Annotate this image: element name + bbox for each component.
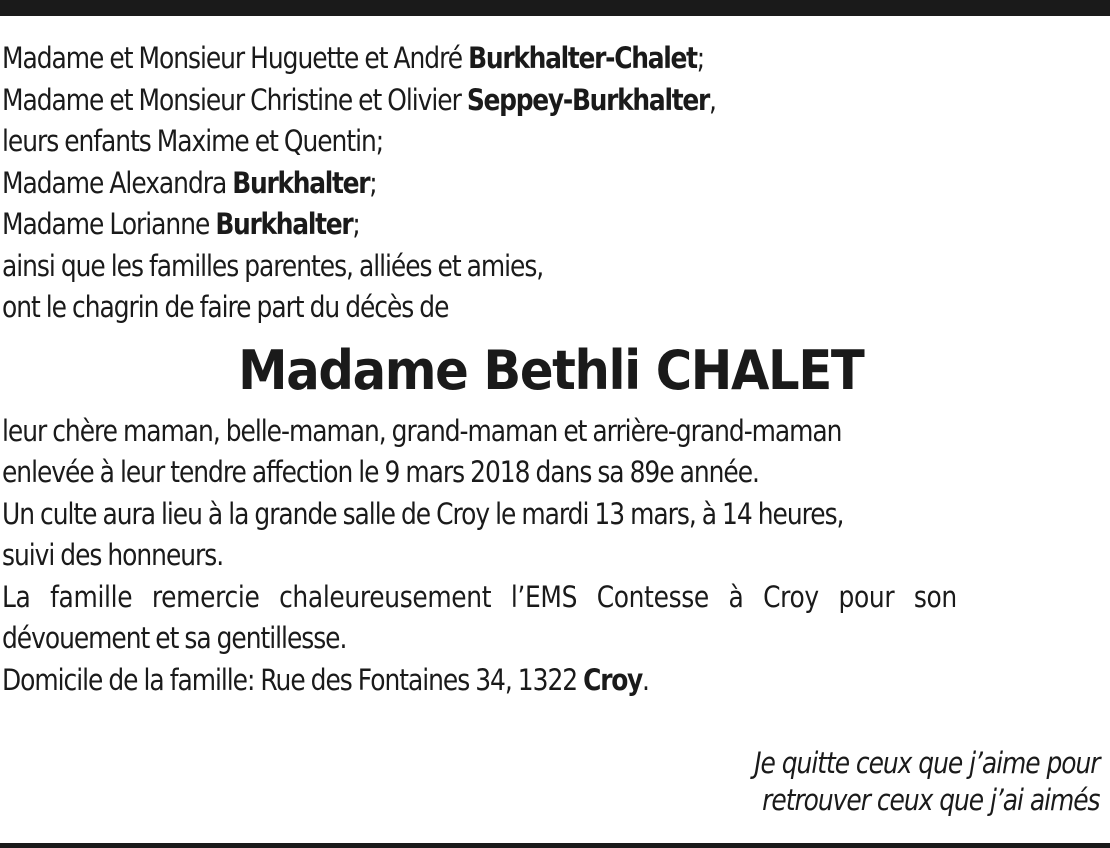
family-line-2 xyxy=(2,80,946,122)
place-name: Croy xyxy=(583,662,643,697)
closing-quote xyxy=(698,745,1100,819)
body-line-6: dévouement et sa gentillesse. xyxy=(2,621,347,655)
family-line-5 xyxy=(2,204,946,246)
deceased-name: Madame Bethli CHALET xyxy=(238,338,864,402)
punctuation: , xyxy=(708,82,716,117)
text: Madame et Monsieur Huguette et André xyxy=(2,41,469,75)
bottom-rule xyxy=(0,843,1110,848)
punctuation: ; xyxy=(369,165,377,200)
text: Madame et Monsieur Christine et Olivier xyxy=(2,82,467,117)
top-rule xyxy=(0,0,1110,16)
body-line-1: leur chère maman, belle-maman, grand-maman et arrière-grand-maman xyxy=(2,413,842,448)
text: Domicile de la famille: Rue des Fontaines 34, 1322 xyxy=(2,662,584,697)
punctuation: ; xyxy=(696,41,705,75)
punctuation: ; xyxy=(352,207,360,241)
family-line-6: ainsi que les familles parentes, alliées et amies, xyxy=(2,248,544,283)
family-line-4 xyxy=(2,163,946,205)
family-line-1 xyxy=(2,38,946,80)
family-name: Burkhalter xyxy=(215,207,353,241)
family-line-7: ont le chagrin de faire part du décès de xyxy=(2,290,449,324)
family-name: Burkhalter xyxy=(232,165,370,200)
punctuation: . xyxy=(642,662,649,697)
family-name: Seppey-Burkhalter xyxy=(466,82,709,117)
body-line-2: enlevée à leur tendre affection le 9 mars 2018 dans sa 89e année. xyxy=(2,455,759,489)
quote-line-2: retrouver ceux que j’ai aimés xyxy=(762,783,1100,817)
body-line-3: Un culte aura lieu à la grande salle de Croy le mardi 13 mars, à 14 heures, xyxy=(2,496,844,531)
body-line-4: suivi des honneurs. xyxy=(2,538,224,572)
family-name: Burkhalter-Chalet xyxy=(468,41,697,75)
quote-line-1: Je quitte ceux que j’aime pour xyxy=(754,746,1100,780)
text: Madame Lorianne xyxy=(2,207,216,241)
obituary-notice xyxy=(2,38,1100,701)
body-line-7 xyxy=(2,660,946,702)
text: Madame Alexandra xyxy=(2,165,233,200)
deceased-heading xyxy=(2,339,1100,405)
family-line-3: leurs enfants Maxime et Quentin; xyxy=(2,124,384,158)
body-line-5: La famille remercie chaleureusement l’EMS Contesse à Croy pour son xyxy=(2,579,957,614)
